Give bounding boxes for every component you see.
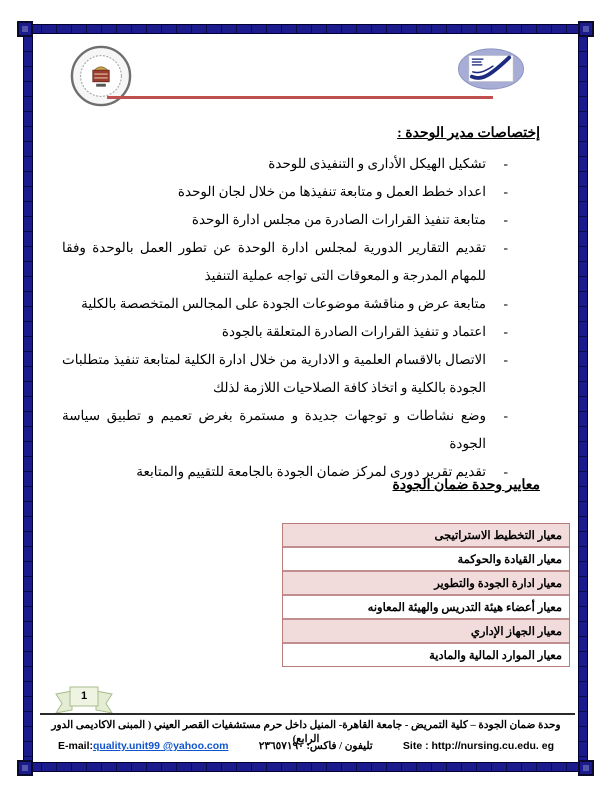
duties-heading: إختصاصات مدير الوحدة :: [397, 126, 540, 141]
duty-text: تقديم التقارير الدورية لمجلس ادارة الوحدة عن تطور العمل بالوحدة وفقا للمهام المدرجة و المعوقات التى تواجه عملية التنفيذ: [62, 240, 486, 283]
standards-table-row: معيار الموارد المالية والمادية: [283, 644, 569, 666]
duty-text: اعتماد و تنفيذ القرارات الصادرة المتعلقة بالجودة: [221, 324, 486, 339]
dash-bullet: -: [503, 156, 508, 171]
border-corner-ornament: [17, 21, 33, 37]
dash-bullet: -: [503, 240, 508, 255]
dash-bullet: -: [503, 184, 508, 199]
duty-item: [62, 206, 508, 234]
duty-text: متابعة عرض و مناقشة موضوعات الجودة على المجالس المتخصصة بالكلية: [81, 296, 486, 311]
standards-table: [282, 523, 570, 667]
duty-text: تشكيل الهيكل الأدارى و التنفيذى للوحدة: [268, 156, 486, 171]
standards-table-row: معيار القيادة والحوكمة: [283, 548, 569, 572]
footer-address: وحدة ضمان الجودة – كلية التمريض - جامعة القاهرة- المنيل داخل حرم مستشفيات القصر العيني ( المبنى الاكاديمى الدور الرابع): [51, 720, 561, 745]
page-border-left: [23, 24, 33, 772]
duty-item: [62, 234, 508, 290]
page-border-bottom: [26, 762, 586, 772]
standards-heading: معايير وحدة ضمان الجودة: [392, 478, 540, 493]
standards-table-row: معيار ادارة الجودة والتطوير: [283, 572, 569, 596]
dash-bullet: -: [503, 212, 508, 227]
dash-bullet: -: [503, 324, 508, 339]
standards-table-row: معيار أعضاء هيئة التدريس والهيئة المعاونه: [283, 596, 569, 620]
dash-bullet: -: [503, 352, 508, 367]
faculty-seal-icon: [70, 45, 132, 112]
duty-text: اعداد خطط العمل و متابعة تنفيذها من خلال لجان الوحدة: [177, 184, 486, 199]
duty-text: متابعة تنفيذ القرارات الصادرة من مجلس ادارة الوحدة: [191, 212, 486, 227]
duty-item: [62, 290, 508, 318]
border-corner-ornament: [17, 760, 33, 776]
border-corner-ornament: [578, 760, 594, 776]
duty-item: [62, 318, 508, 346]
duty-item: [62, 402, 508, 458]
page-border-top: [26, 24, 586, 34]
footer-separator: [40, 713, 575, 715]
footer-phone: تليفون / فاكس: ٢٣٦٥٧١٩٠: [258, 741, 373, 752]
duty-item: [62, 346, 508, 402]
duty-item: [62, 150, 508, 178]
footer-email: [58, 740, 229, 752]
duty-item: [62, 178, 508, 206]
footer-site: Site : http://nursing.cu.edu. eg: [402, 740, 554, 752]
standards-table-row: معيار الجهاز الإداري: [283, 620, 569, 644]
page-border-right: [578, 24, 588, 772]
dash-bullet: -: [503, 408, 508, 423]
duty-text: وضع نشاطات و توجهات جديدة و مستمرة بغرض تعميم و تطبيق سياسة الجودة: [62, 408, 486, 451]
duties-section: [62, 124, 540, 486]
header-red-rule: [107, 96, 493, 99]
duty-text: الاتصال بالاقسام العلمية و الادارية من خلال ادارة الكلية لمتابعة تنفيذ متطلبات الجودة بالكلية و اتخاذ كافة الصلاحيات اللازمة لذلك: [62, 352, 486, 395]
email-label: E-mail:: [58, 740, 94, 752]
standards-table-row: معيار التخطيط الاستراتيجى: [283, 524, 569, 548]
dash-bullet: -: [503, 296, 508, 311]
border-corner-ornament: [578, 21, 594, 37]
page-number-ribbon: [55, 686, 113, 713]
quality-authority-logo-icon: [456, 47, 526, 96]
page-number: 1: [80, 690, 88, 702]
footer-contact-row: [58, 740, 554, 752]
duty-text: تقديم تقرير دورى لمركز ضمان الجودة بالجامعة للتقييم والمتابعة: [136, 464, 486, 479]
email-link[interactable]: quality.unit99 @yahoo.com: [93, 740, 229, 752]
dash-bullet: -: [503, 464, 508, 479]
